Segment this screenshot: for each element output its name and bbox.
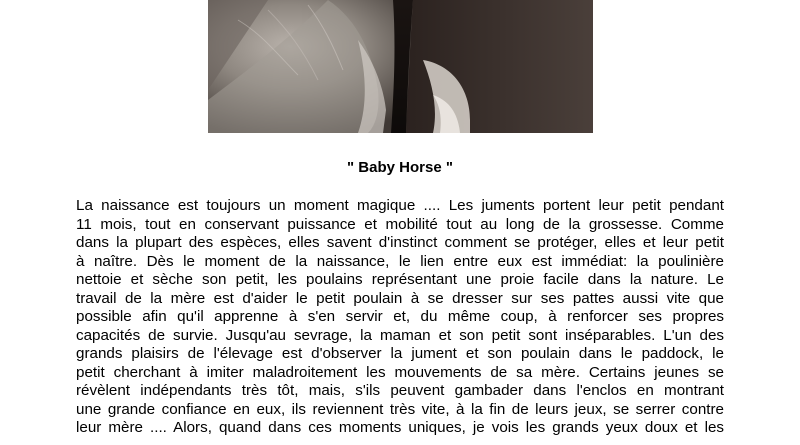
horse-photo-image: [208, 0, 593, 133]
paragraph-line: possible afin qu'il apprenne à s'en servir et, du même coup, à renforcer ses propres: [76, 308, 724, 325]
paragraph-line: 11 mois, tout en conservant puissance et mobilité tout au long de la grossesse. Comme: [76, 215, 724, 233]
body-paragraph: [76, 197, 724, 438]
paragraph-line: petit cherchant à imiter maladroitement les mouvements de sa mère. Certains jeunes se: [76, 363, 724, 381]
paragraph-line: leur mère .... Alors, quand dans ces moments uniques, je vois les grands yeux doux et les: [76, 419, 724, 436]
paragraph-line: capacités de survie. Jusqu'au sevrage, la maman et son petit sont inséparables. L'un des: [76, 326, 724, 344]
horse-photo: [208, 0, 593, 133]
document-title: " Baby Horse ": [347, 159, 453, 176]
paragraph-line: travail de la mère est d'aider le petit poulain à se dresser sur ses pattes aussi vite que: [76, 289, 724, 307]
paragraph-line: une grande confiance en eux, ils reviennent très vite, à la fin de leurs jeux, se serrer contre: [76, 400, 724, 418]
paragraph-line: nettoie et sèche son petit, les poulains représentant une proie facile dans la nature. Le: [76, 271, 724, 288]
paragraph-line: La naissance est toujours un moment magique .... Les juments portent leur petit pendant: [76, 197, 724, 214]
paragraph-line: à naître. Dès le moment de la naissance, le lien entre eux est immédiat: la poulinière: [76, 252, 724, 270]
paragraph-line: dans la plupart des espèces, elles savent d'instinct comment se protéger, elles et leur petit: [76, 234, 724, 251]
paragraph-line: révèlent indépendants très tôt, mais, s'ils peuvent gambader dans l'enclos en montrant: [76, 382, 724, 399]
paragraph-line: grands plaisirs de l'élevage est d'observer la jument et son poulain dans le paddock, le: [76, 345, 724, 362]
